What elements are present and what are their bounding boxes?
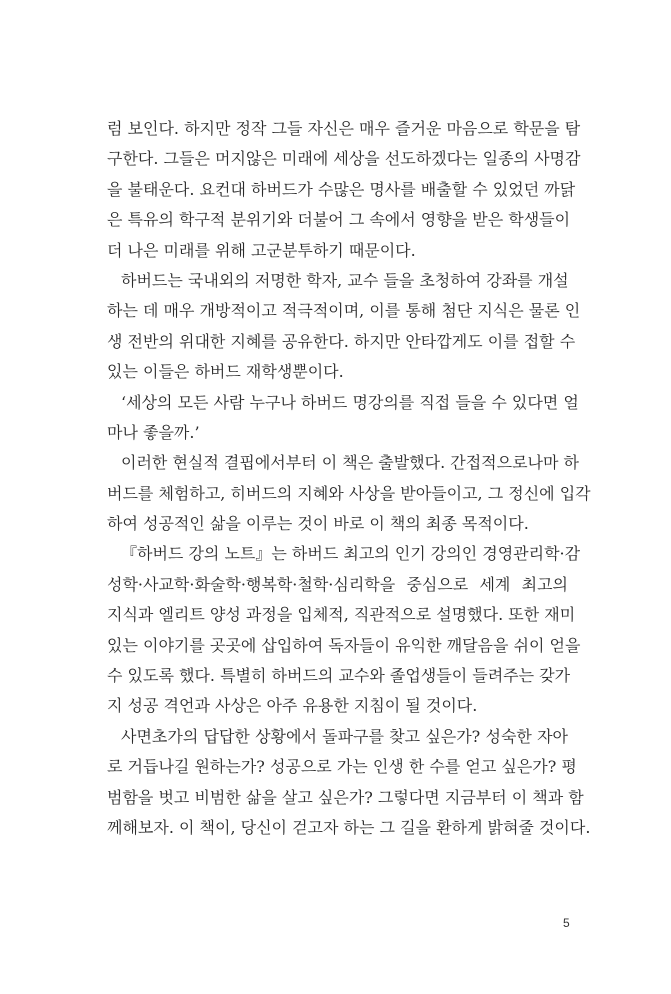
text-line: 있는 이야기를 곳곳에 삽입하여 독자들이 유익한 깨달음을 쉬이 얻을	[107, 635, 581, 655]
text-line: 생 전반의 위대한 지혜를 공유한다. 하지만 안타깝게도 이를 접할 수	[107, 331, 576, 351]
text-line: 지 성공 격언과 사상은 아주 유용한 지침이 될 것이다.	[107, 696, 478, 716]
text-line: 더 나은 미래를 위해 고군분투하기 때문이다.	[107, 240, 416, 260]
text-line: 은 특유의 학구적 분위기와 더불어 그 속에서 영향을 받은 학생들이	[107, 210, 571, 230]
text-line: ‘세상의 모든 사람 누구나 하버드 명강의를 직접 들을 수 있다면 얼	[121, 392, 579, 412]
text-line: 하는 데 매우 개방적이고 적극적이며, 이를 통해 첨단 지식은 물론 인	[107, 301, 581, 321]
text-line: 범함을 벗고 비범한 삶을 살고 싶은가? 그렇다면 지금부터 이 책과 함	[107, 787, 584, 807]
text-line: 구한다. 그들은 머지않은 미래에 세상을 선도하겠다는 일종의 사명감	[107, 149, 581, 169]
page-number: 5	[563, 916, 570, 930]
text-line: 을 불태운다. 요컨대 하버드가 수많은 명사를 배출할 수 있었던 까닭	[107, 179, 576, 199]
text-line: 지식과 엘리트 양성 과정을 입체적, 직관적으로 설명했다. 또한 재미	[107, 605, 576, 625]
text-line: 로 거듭나길 원하는가? 성공으로 가는 인생 한 수를 얻고 싶은가? 평	[107, 757, 577, 777]
text-line: 하여 성공적인 삶을 이루는 것이 바로 이 책의 최종 목적이다.	[107, 514, 529, 534]
text-line: 께해보자. 이 책이, 당신이 걷고자 하는 그 길을 환하게 밝혀줄 것이다.	[107, 817, 591, 837]
body-text	[107, 114, 591, 843]
text-line: 버드를 체험하고, 히버드의 지혜와 사상을 받아들이고, 그 정신에 입각	[107, 483, 591, 503]
text-line: 마나 좋을까.’	[107, 422, 200, 442]
text-line: 하버드는 국내외의 저명한 학자, 교수 들을 초청하여 강좌를 개설	[121, 270, 569, 290]
text-line: 『하버드 강의 노트』는 하버드 최고의 인기 강의인 경영관리학·감	[121, 544, 581, 564]
text-line: 이러한 현실적 결핍에서부터 이 책은 출발했다. 간접적으로나마 하	[121, 453, 580, 473]
text-line: 있는 이들은 하버드 재학생뿐이다.	[107, 362, 344, 382]
text-line: 럼 보인다. 하지만 정작 그들 자신은 매우 즐거운 마음으로 학문을 탐	[107, 119, 581, 138]
text-line: 수 있도록 했다. 특별히 하버드의 교수와 졸업생들이 들려주는 갖가	[107, 666, 571, 686]
text-line: 사면초가의 답답한 상황에서 돌파구를 찾고 싶은가? 성숙한 자아	[121, 726, 568, 746]
text-line: 성학·사교학·화술학·행복학·철학·심리학을 중심으로 세계 최고의	[107, 574, 568, 594]
